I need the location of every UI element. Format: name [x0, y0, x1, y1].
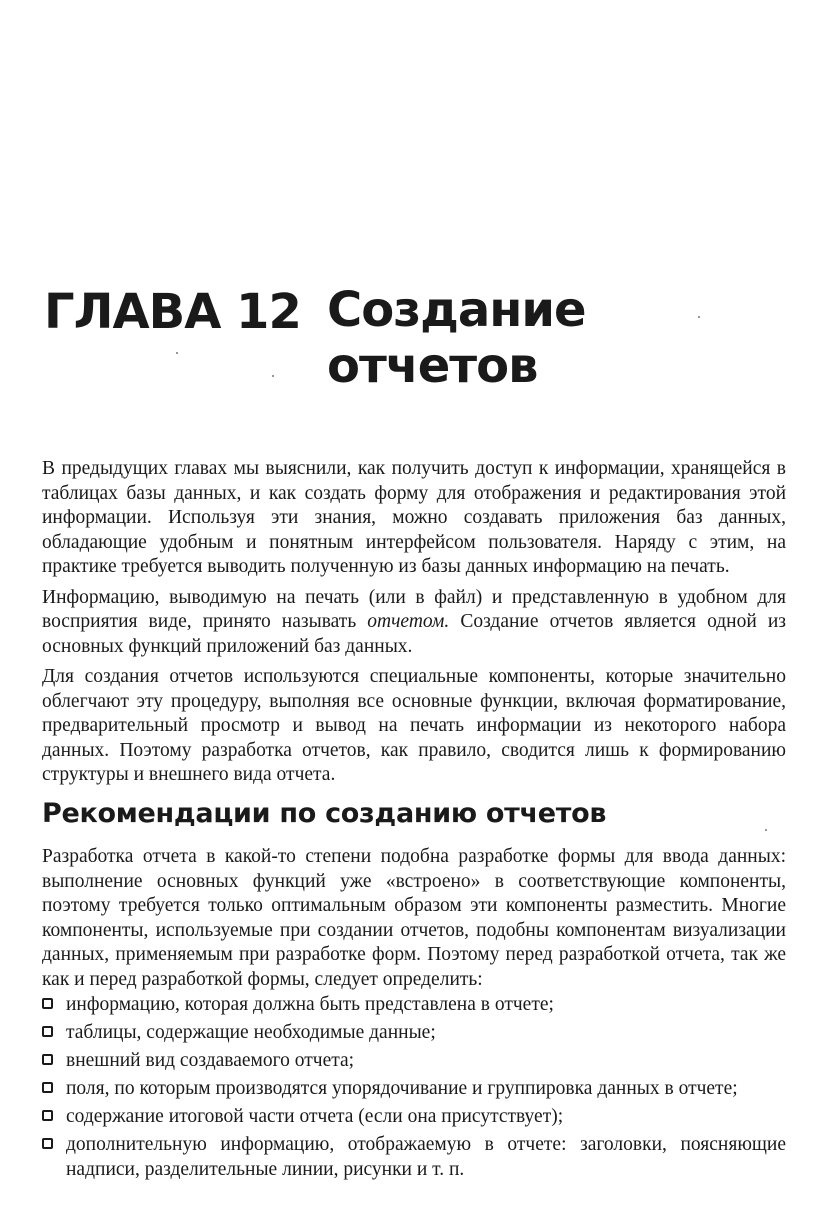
list-item-text: информацию, которая должна быть представлена в отчете; — [66, 994, 554, 1015]
list-item — [42, 1021, 786, 1046]
chapter-title — [327, 282, 586, 394]
intro-paragraph-2 — [42, 586, 786, 660]
intro-paragraph-2-start: Информацию, выводимую на печать (или в файл) и представленную в удобном для восприятия виде, принято называть — [42, 586, 786, 632]
scan-speck — [765, 829, 767, 831]
section-heading: Рекомендации по созданию отчетов — [42, 798, 607, 829]
list-item — [42, 1105, 786, 1130]
list-item-text: внешний вид создаваемого отчета; — [66, 1050, 355, 1071]
scan-speck — [698, 316, 700, 318]
list-item-text: дополнительную информацию, отображаемую в отчете: заголовки, поясняющие надписи, разделительные линии, рисунки и т. п. — [66, 1134, 786, 1180]
checkbox-bullet-icon — [42, 998, 53, 1009]
intro-paragraph-1: В предыдущих главах мы выяснили, как получить доступ к информации, хранящейся в таблицах базы данных, и как создать форму для отображения и редактирования этой информации. Используя эти знания, можно создавать приложения баз данных, обладающие удобным и понятным интерфейсом пользователя. Наряду с этим, на практике требуется выводить полученную из базы данных информацию на печать. — [42, 458, 786, 577]
scan-speck — [272, 375, 274, 377]
intro-paragraph-3: Для создания отчетов используются специальные компоненты, которые значительно облегчают эту процедуру, выполняя все основные функции, включая форматирование, предварительный просмотр и вывод на печать информации из некоторого набора данных. Поэтому разработка отчетов, как правило, сводится лишь к формированию структуры и внешнего вида отчета. — [42, 666, 786, 785]
checkbox-bullet-icon — [42, 1082, 53, 1093]
list-item — [42, 1133, 786, 1182]
list-item — [42, 1049, 786, 1074]
intro-paragraph-2-end: Создание отчетов является одной из основных функций приложений баз данных. — [42, 611, 787, 657]
list-item-text: таблицы, содержащие необходимые данные; — [66, 1022, 436, 1043]
section-text — [42, 845, 786, 992]
scan-speck — [176, 352, 178, 354]
checkbox-bullet-icon — [42, 1026, 53, 1037]
checkbox-bullet-icon — [42, 1138, 53, 1149]
term-report: отчетом. — [367, 611, 450, 632]
list-item-text: поля, по которым производятся упорядочивание и группировка данных в отчете; — [66, 1078, 738, 1099]
list-item — [42, 1077, 786, 1102]
list-item-text: содержание итоговой части отчета (если она присутствует); — [66, 1106, 564, 1127]
section-paragraph-1: Разработка отчета в какой-то степени подобна разработке формы для ввода данных: выполнение основных функций уже «встроено» в соответствующие компоненты, поэтому требуется только оптимальным образом эти компоненты разместить. Многие компоненты, используемые при создании отчетов, подобны компонентам визуализации данных, применяемым при разработке форм. Поэтому перед разработкой отчета, так же как и перед разработкой формы, следует определить: — [42, 846, 786, 990]
list-item — [42, 993, 786, 1018]
chapter-title-line-2: отчетов — [327, 338, 538, 394]
requirements-list — [42, 993, 786, 1186]
checkbox-bullet-icon — [42, 1110, 53, 1121]
chapter-number: ГЛАВА 12 — [44, 284, 301, 340]
intro-text — [42, 457, 786, 788]
chapter-title-line-1: Создание — [327, 282, 586, 338]
checkbox-bullet-icon — [42, 1054, 53, 1065]
